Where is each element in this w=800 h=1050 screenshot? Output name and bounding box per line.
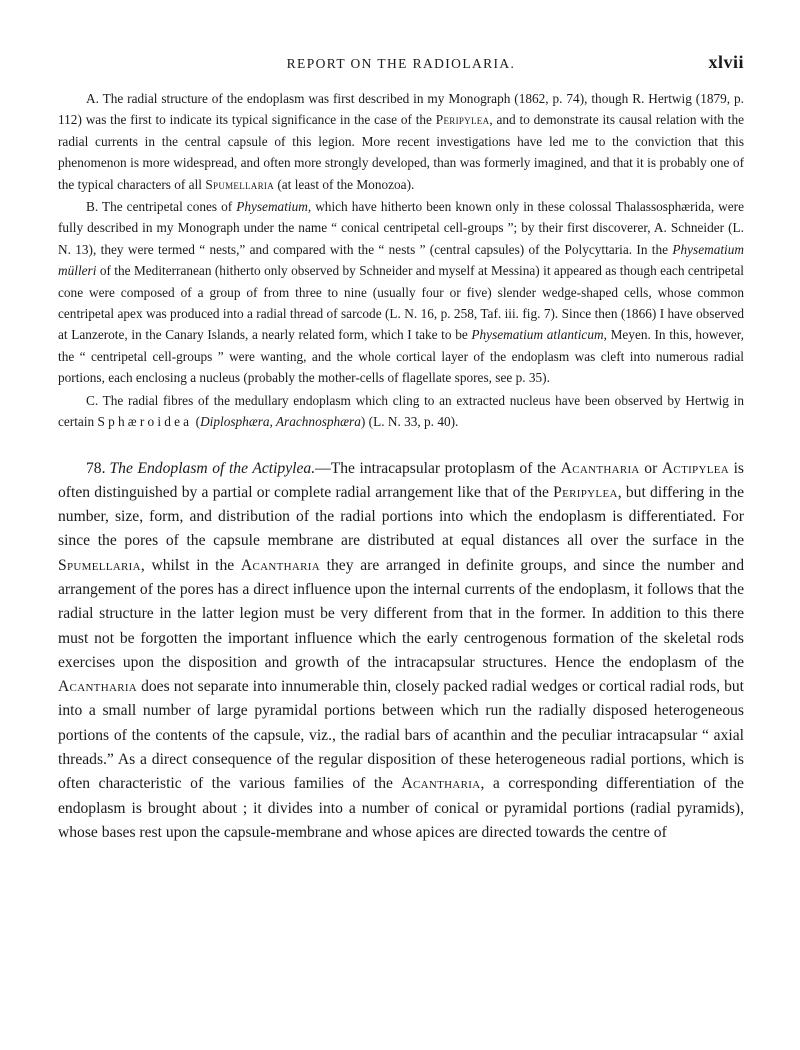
section-term-acantharia-4: Acantharia: [401, 775, 481, 793]
section-text-3: is often distinguished by a partial or complete radial arrangement like that of the: [58, 459, 744, 501]
page-header: [58, 52, 744, 78]
running-title: REPORT ON THE RADIOLARIA.: [286, 56, 516, 71]
note-c-text-3: ) (L. N. 33, p. 40).: [360, 414, 459, 430]
note-b-text-2: , which have hitherto been known only in these colossal Thalassosphærida, were fully described in my Monograph under the name “ conical centripetal cell-groups ”; by their first discoverer, A. Schneider (L. N. 13), they were termed “ nests,” and compared with the “ nests ” (central capsules) of the Polycyttaria. In the: [58, 199, 744, 257]
section-78-paragraph: [58, 457, 744, 846]
note-a-term-spumellaria: Spumellaria: [205, 176, 275, 192]
footnotes: [58, 88, 744, 433]
section-78: [58, 457, 744, 846]
section-text-4: , but differing in the number, size, form, and distribution of the radial portions into which the endoplasm is differentiated. For since the pores of the capsule membrane are distributed at equal distances all over the surface in the: [58, 483, 744, 550]
section-term-acantharia-1: Acantharia: [560, 459, 640, 477]
section-term-actipylea: Actipylea: [661, 459, 729, 477]
note-c: [58, 390, 744, 433]
section-dash: —: [315, 459, 331, 477]
note-a: [58, 88, 744, 195]
section-heading: The Endoplasm of the Actipylea.: [109, 459, 316, 477]
note-a-text-3: (at least of the Monozoa).: [274, 176, 415, 192]
section-number: 78.: [86, 459, 106, 477]
note-c-genera: Diplosphæra, Arachnosphæra: [200, 414, 361, 430]
note-b-text-1: B. The centripetal cones of: [86, 199, 237, 215]
note-c-term-sphaeroidea: Sphæroidea: [97, 414, 193, 430]
note-b-text-4: , Meyen. In this, however, the “ centripetal cell-groups ” were wanting, and the whole cortical layer of the endoplasm was cleft into numerous radial portions, each enclosing a nucleus (probably the mother-cells of flagellate spores, see p. 35).: [58, 327, 744, 386]
note-b-species-atlanticum: Physematium atlanticum: [471, 327, 604, 343]
section-term-spumellaria: Spumellaria: [58, 556, 141, 574]
section-term-acantharia-2: Acantharia: [240, 556, 320, 574]
note-b-species-mulleri: Physematium mülleri: [58, 241, 744, 279]
note-b-genus-physematium: Physematium: [236, 199, 308, 215]
note-b-text-3: of the Mediterranean (hitherto only observed by Schneider and myself at Messina) it appeared as though each centripetal cone were composed of a group of from three to nine (usually four or five) slender wedge-shaped cells, whose common centripetal apex was produced into a radial thread of sarcode (L. N. 16, p. 258, Taf. iii. fig. 7). Since then (1866) I have observed at Lanzerote, in the Canary Islands, a nearly related form, which I take to be: [58, 263, 744, 343]
note-b: [58, 196, 744, 389]
section-text-7: does not separate into innumerable thin, closely packed radial wedges or cortical radial rods, but into a small number of large pyramidal portions between which run the radially disposed heterogeneous portions of the contents of the capsule, viz., the radial bars of acanthin and the peculiar intracapsular “ axial threads.” As a direct consequence of the regular disposition of these heterogeneous radial portions, which is often characteristic of the various families of the: [58, 678, 744, 793]
section-term-acantharia-3: Acantharia: [58, 678, 138, 696]
note-a-text-1: A. The radial structure of the endoplasm was first described in my Monograph (1862, p. 74), though R. Hertwig (1879, p. 112) was the first to indicate its typical significance in the case of the: [58, 91, 744, 128]
page-number: xlvii: [708, 52, 744, 72]
note-c-text-1: C. The radial fibres of the medullary endoplasm which cling to an extracted nucleus have been observed by Hertwig in certain: [58, 392, 744, 430]
note-a-term-peripylea: Peripylea: [435, 112, 490, 128]
section-text-1: The intracapsular protoplasm of the: [330, 459, 561, 477]
note-a-text-2: , and to demonstrate its causal relation with the radial currents in the central capsule of this legion. More recent investigations have led me to the conviction that this phenomenon is more widespread, and often more strongly developed, than was formerly imagined, and that it is probably one of the typical characters of all: [58, 112, 744, 192]
page: [58, 52, 744, 845]
section-text-2: or: [639, 459, 662, 477]
section-text-5: , whilst in the: [140, 556, 241, 574]
section-text-6: they are arranged in definite groups, and since the number and arrangement of the pores has a direct influence upon the internal currents of the endoplasm, it follows that the radial structure in the latter legion must be very different from that in the former. In addition to this there must not be forgotten the important influence which the early centrogenous formation of the skeletal rods exercises upon the disposition and growth of the intracapsular structures. Hence the endoplasm of the: [58, 556, 744, 671]
note-c-text-2: (: [192, 414, 201, 430]
section-term-peripylea: Peripylea: [553, 483, 618, 501]
section-text-8: , a corresponding differentiation of the endoplasm is brought about ; it divides into a number of conical or pyramidal portions (radial pyramids), whose bases rest upon the capsule-membrane and whose apices are directed towards the centre of: [58, 775, 744, 841]
